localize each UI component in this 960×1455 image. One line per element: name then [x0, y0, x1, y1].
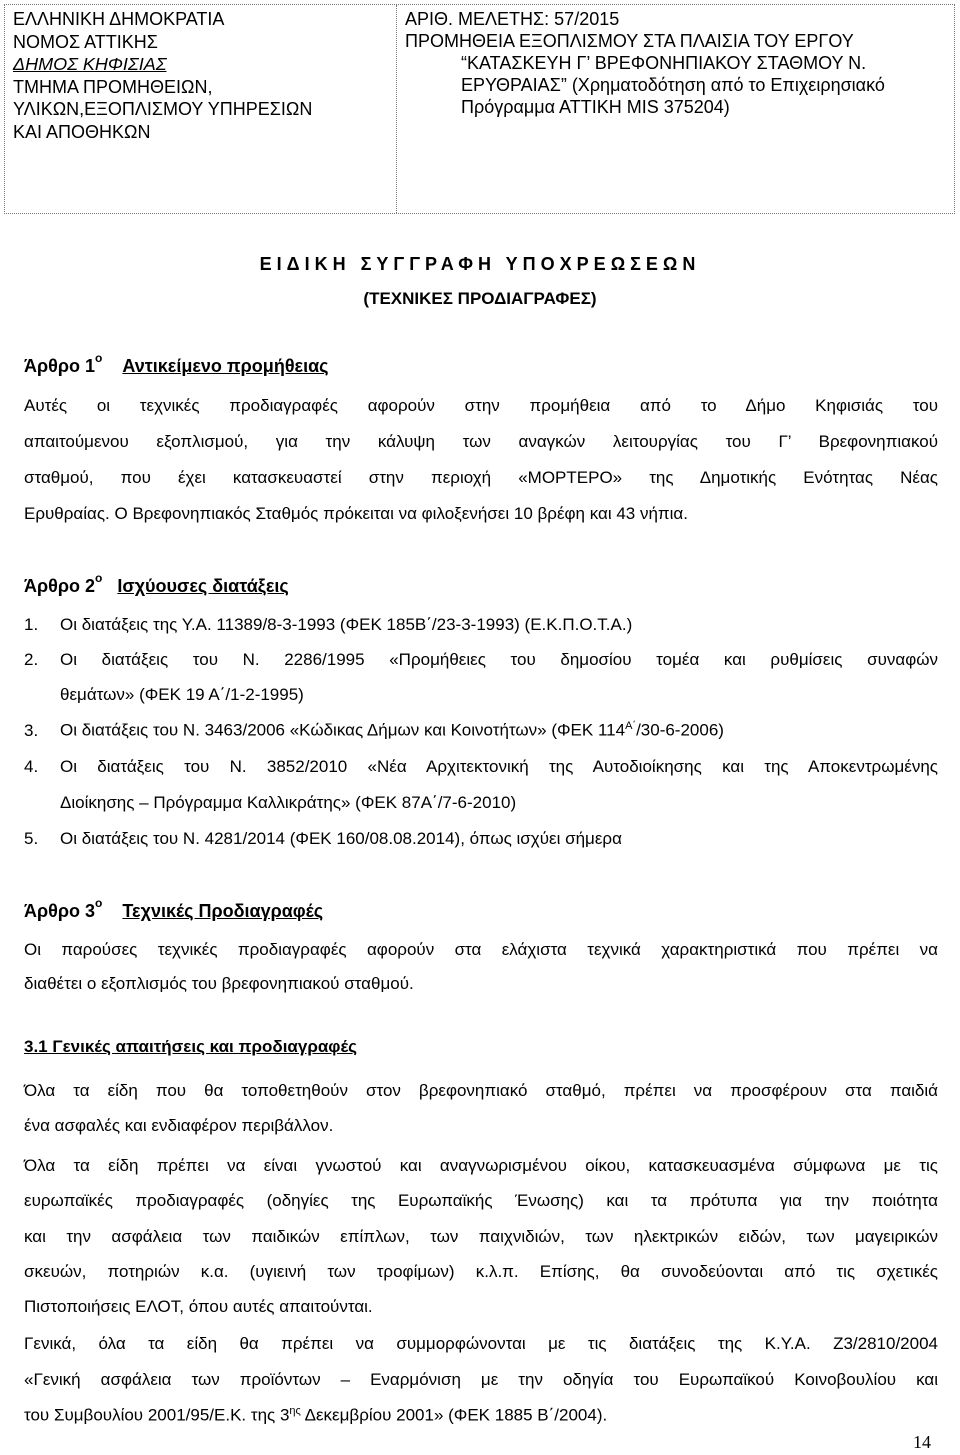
section-3-1-p1-line-2: ένα ασφαλές και ενδιαφέρον περιβάλλον.: [24, 1116, 334, 1135]
section-3-1-p3-line-1: Γενικά, όλα τα είδη θα πρέπει να συμμορφώνονται με τις διατάξεις της Κ.Υ.Α. Ζ3/2810/2004: [24, 1334, 938, 1353]
article-1-title: Αντικείμενο προμήθειας: [122, 356, 329, 376]
issuer-country: ΕΛΛΗΝΙΚΗ ΔΗΜΟΚΡΑΤΙΑ: [13, 9, 225, 29]
issuer-department-1: ΤΜΗΜΑ ΠΡΟΜΗΘΕΙΩΝ,: [13, 76, 213, 97]
article-2-heading: [24, 571, 289, 598]
project-title-2: “ΚΑΤΑΣΚΕΥΗ Γ’ ΒΡΕΦΟΝΗΠΙΑΚΟΥ ΣΤΑΘΜΟΥ Ν.: [461, 53, 867, 73]
section-3-1-p1-line-1: Όλα τα είδη που θα τοποθετηθούν στον βρεφονηπιακό σταθμό, πρέπει να προσφέρουν στα παιδιά: [24, 1081, 938, 1100]
article-1-line-1: Αυτές οι τεχνικές προδιαγραφές αφορούν στην προμήθεια από το Δήμο Κηφισιάς του: [24, 396, 938, 415]
provision-4-cont: Διοίκησης – Πρόγραμμα Καλλικράτης» (ΦΕΚ 87Α΄/7-6-2010): [60, 793, 517, 812]
article-3-line-2: διαθέτει ο εξοπλισμός του βρεφονηπιακού σταθμού.: [24, 974, 414, 993]
article-3-line-1: Οι παρούσες τεχνικές προδιαγραφές αφορούν στα ελάχιστα τεχνικά χαρακτηριστικά που πρέπει να: [24, 940, 938, 959]
article-3-label: Άρθρο 3: [24, 901, 96, 921]
provision-4: 4. Οι διατάξεις του Ν. 3852/2010 «Νέα Αρχιτεκτονική της Αυτοδιοίκησης και της Αποκεντρωμένης: [24, 757, 938, 776]
article-2-sup: ο: [95, 571, 103, 585]
article-3-heading: [24, 896, 324, 923]
provision-5: 5. Οι διατάξεις του Ν. 4281/2014 (ΦΕΚ 160/08.08.2014), όπως ισχύει σήμερα: [24, 829, 622, 848]
document-subtitle: (ΤΕΧΝΙΚΕΣ ΠΡΟΔΙΑΓΡΑΦΕΣ): [363, 289, 597, 308]
issuer-municipality: ΔΗΜΟΣ ΚΗΦΙΣΙΑΣ: [13, 54, 167, 74]
header-issuer: [5, 5, 397, 213]
project-title-4: Πρόγραμμα ΑΤΤΙΚΗ MIS 375204): [461, 97, 730, 117]
article-3-title: Τεχνικές Προδιαγραφές: [122, 901, 324, 921]
article-1-line-2: απαιτούμενου εξοπλισμού, για την κάλυψη των αναγκών λειτουργίας του Γ’ Βρεφονηπιακού: [24, 432, 938, 451]
section-3-1-p3-line-3: του Συμβουλίου 2001/95/Ε.Κ. της $3^{\eta\varsigma}$ Δεκεμβρίου 2001» (ΦΕΚ 1885 Β΄/2004).: [24, 1405, 608, 1425]
section-3-1-p2-line-3: και την ασφάλεια των παιδικών επίπλων, των παιχνιδιών, των ηλεκτρικών ειδών, των μαγειρικών: [24, 1227, 938, 1246]
issuer-department-2: ΥΛΙΚΩΝ,ΕΞΟΠΛΙΣΜΟΥ ΥΠΗΡΕΣΙΩΝ: [13, 99, 313, 119]
issuer-prefecture: ΝΟΜΟΣ ΑΤΤΙΚΗΣ: [13, 31, 158, 52]
project-title-1: ΠΡΟΜΗΘΕΙΑ ΕΞΟΠΛΙΣΜΟΥ ΣΤΑ ΠΛΑΙΣΙΑ ΤΟΥ ΕΡΓΟΥ: [405, 31, 854, 51]
provision-1: 1. Οι διατάξεις της Υ.Α. 11389/8-3-1993 (ΦΕΚ 185Β΄/23-3-1993) (Ε.Κ.Π.Ο.Τ.Α.): [24, 615, 633, 634]
article-1-line-4: Ερυθραίας. Ο Βρεφονηπιακός Σταθμός πρόκειται να φιλοξενήσει 10 βρέφη και 43 νήπια.: [24, 504, 688, 523]
section-3-1-p2-line-5: Πιστοποιήσεις ΕΛΟΤ, όπου αυτές απαιτούνται.: [24, 1297, 373, 1316]
section-3-1-p3-line-2: «Γενική ασφάλεια των προϊόντων – Εναρμόνιση με την οδηγία του Ευρωπαϊκού Κοινοβουλίου και: [24, 1370, 938, 1389]
issuer-department-3: ΚΑΙ ΑΠΟΘΗΚΩΝ: [13, 121, 151, 142]
section-3-1-heading: 3.1 Γενικές απαιτήσεις και προδιαγραφές: [24, 1037, 357, 1056]
provision-3: 3. Οι διατάξεις του Ν. 3463/2006 «Κώδικας Δήμων και Κοινοτήτων» (ΦΕΚ $114^{A΄}/30-6-2006$): [24, 720, 724, 740]
provision-2: 2. Οι διατάξεις του Ν. 2286/1995 «Προμήθειες του δημοσίου τομέα και ρυθμίσεις συναφών: [24, 650, 938, 669]
article-3-sup: ο: [95, 896, 103, 910]
article-1-heading: [24, 351, 329, 378]
article-2-label: Άρθρο 2: [24, 576, 96, 596]
article-1-label: Άρθρο 1: [24, 356, 96, 376]
header-table: [4, 4, 955, 214]
provision-2-cont: θεμάτων» (ΦΕΚ 19 Α΄/1-2-1995): [60, 685, 304, 704]
document-title: ΕΙΔΙΚΗ ΣΥΓΓΡΑΦΗ ΥΠΟΧΡΕΩΣΕΩΝ: [259, 254, 701, 274]
section-3-1-p2-line-1: Όλα τα είδη πρέπει να είναι γνωστού και αναγνωρισμένου οίκου, κατασκευασμένα σύμφωνα με τις: [24, 1156, 938, 1175]
section-3-1-p2-line-4: σκευών, ποτηριών κ.α. (υγιεινή των τροφίμων) κ.λ.π. Επίσης, θα συνοδεύονται από τις σχετικές: [24, 1262, 938, 1281]
project-title-3: ΕΡΥΘΡΑΙΑΣ” (Χρηματοδότηση από το Επιχειρησιακό: [461, 75, 885, 95]
article-1-sup: ο: [95, 351, 103, 365]
article-2-title: Ισχύουσες διατάξεις: [117, 576, 289, 596]
header-project: [397, 5, 954, 213]
study-number: ΑΡΙΘ. ΜΕΛΕΤΗΣ: 57/2015: [405, 9, 620, 29]
page-number: 14: [913, 1432, 931, 1452]
section-3-1-p2-line-2: ευρωπαϊκές προδιαγραφές (οδηγίες της Ευρωπαϊκής Ένωσης) και τα πρότυπα για την ποιότητα: [24, 1191, 938, 1210]
article-1-line-3: σταθμού, που έχει κατασκευαστεί στην περιοχή «ΜΟΡΤΕΡΟ» της Δημοτικής Ενότητας Νέας: [24, 468, 938, 487]
